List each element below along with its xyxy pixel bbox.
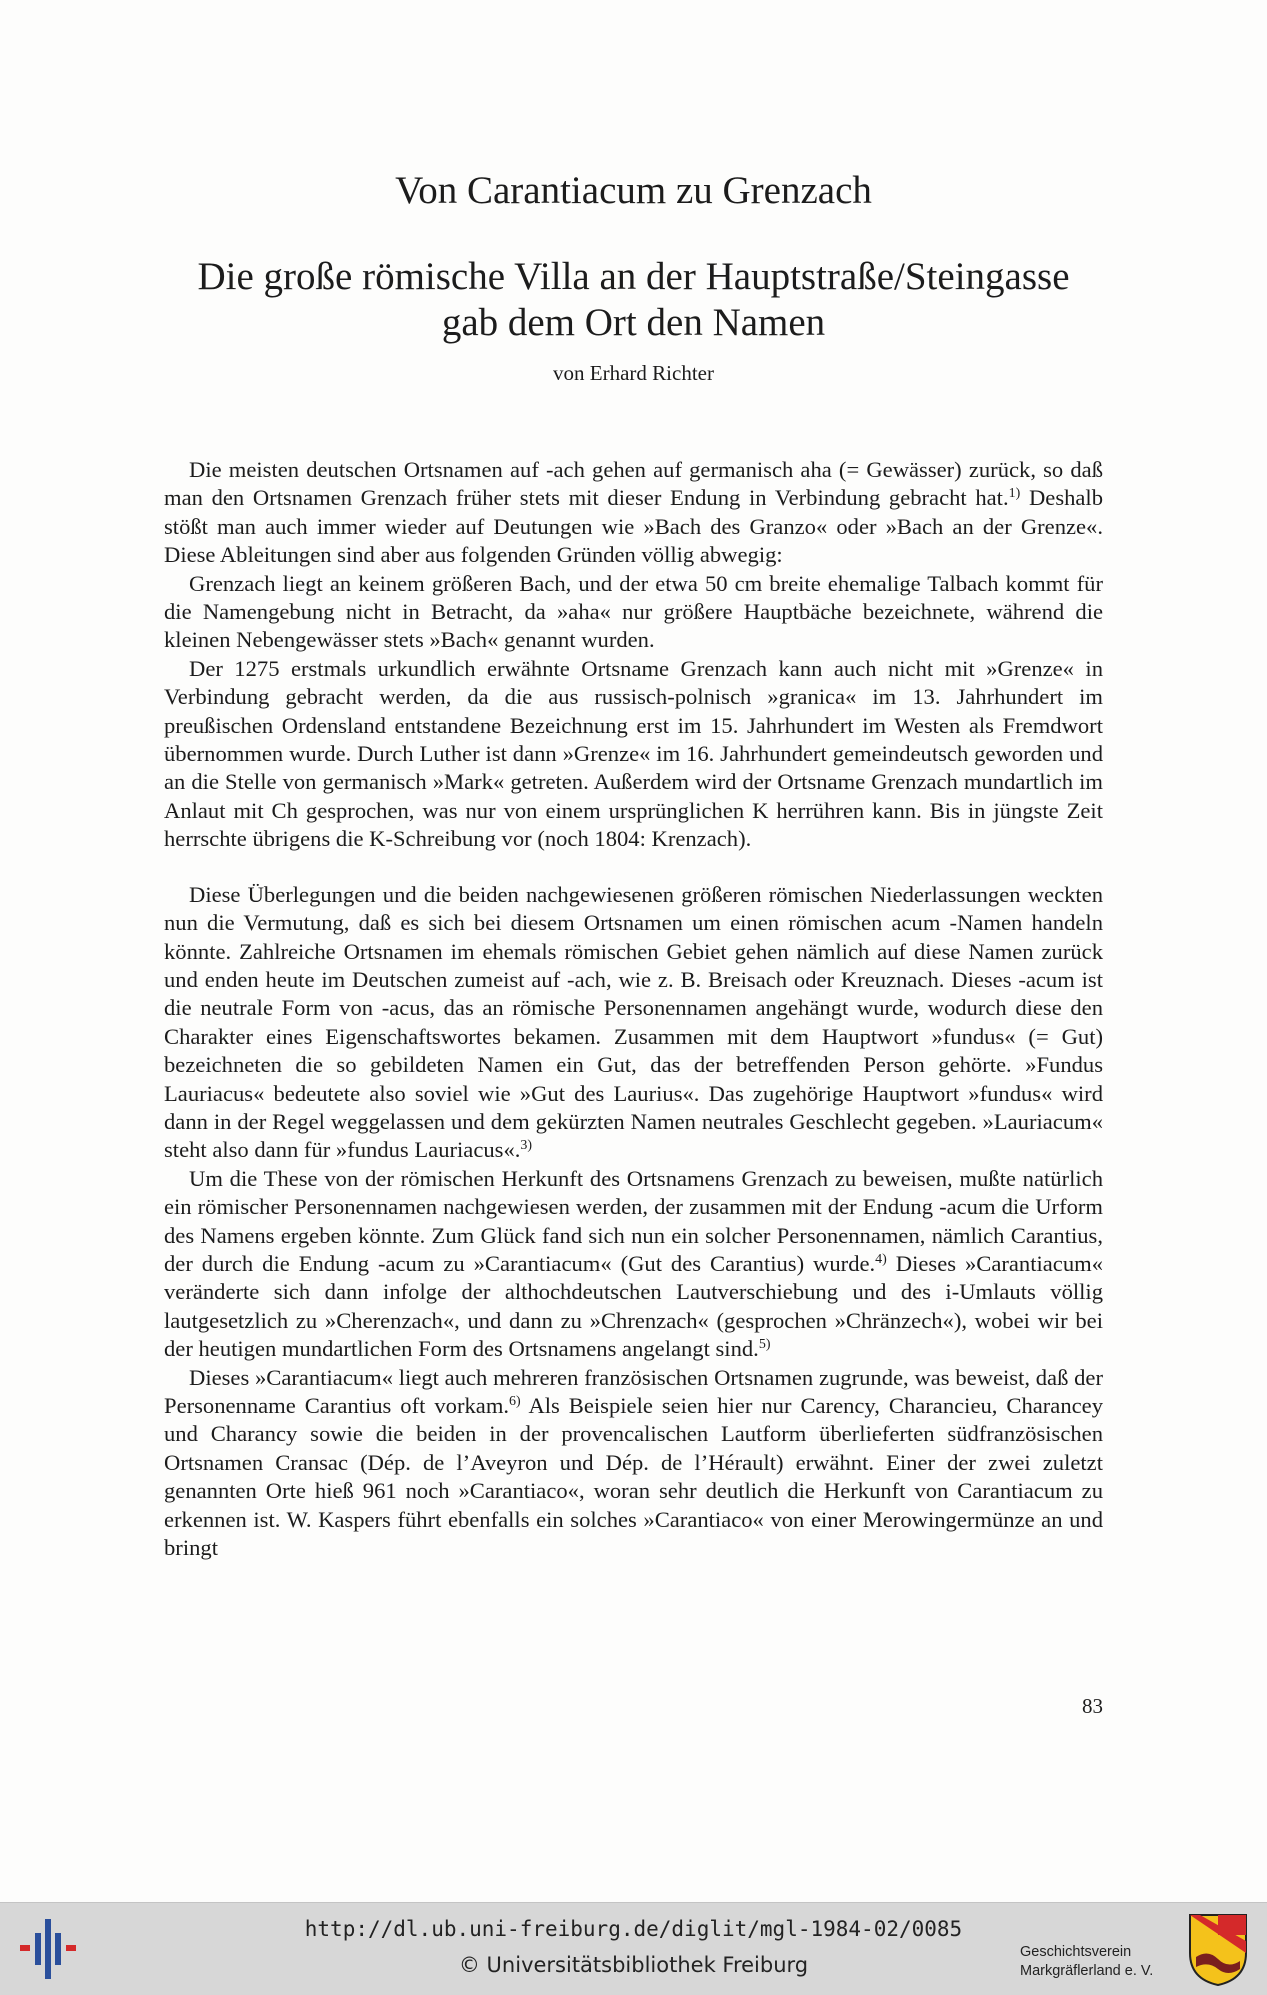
paragraph: Diese Überlegungen und die beiden nachgewiesenen größeren römischen Niederlassungen weckten nun die Vermutung, daß es sich bei diesem Ortsnamen um einen römischen acum -Namen handeln könnte. Zahlreiche Ortsnamen im ehemals römischen Gebiet gehen nämlich auf diese Namen zurück und enden heute im Deutschen zumeist auf -ach, wie z. B. Breisach oder Kreuznach. Dieses -acum ist die neutrale Form von -acus, das an römische Personennamen angehängt wurde, wodurch diese den Charakter eines Eigenschaftswortes bekamen. Zusammen mit dem Hauptwort »fundus« (= Gut) bezeichneten die so gebildeten Namen ein Gut, das der betreffenden Person gehörte. »Fundus Lauriacus« bedeutete also soviel wie »Gut des Laurius«. Das zugehörige Hauptwort »fundus« wird dann in der Regel weggelassen und dem gekürzten Namen neutrales Geschlecht gegeben. »Lauriacum« steht also dann für »fundus Lauriacus«.$^{3)}$ bbox=[164, 881, 1103, 1163]
paragraph: Dieses »Carantiacum« liegt auch mehreren französischen Ortsnamen zugrunde, was beweist, daß der Personenname Carantius oft vorkam.$^{6)}$ Als Beispiele seien hier nur Carency, Charancieu, Charancey und Charancy sowie die beiden in der provencalischen Lautform überlieferten südfranzösischen Ortsnamen Cransac (Dép. de l’Aveyron und Dép. de l’Hérault) erwähnt. Einer der zwei zuletzt genannten Orte hieß 961 noch »Carantiaco«, woran sehr deutlich die Herkunft von Carantiacum zu erkennen ist. W. Kaspers führt ebenfalls ein solches »Carantiaco« von einer Merowingermünze an und bringt bbox=[164, 1364, 1103, 1561]
viewer-footer bbox=[0, 1902, 1267, 1995]
subtitle-line-2: gab dem Ort den Namen bbox=[441, 301, 826, 344]
paragraph: Grenzach liegt an keinem größeren Bach, und der etwa 50 cm breite ehemalige Talbach kommt für die Namengebung nicht in Betracht, da »aha« nur größere Hauptbäche bezeichnete, während die kleinen Nebengewässer stets »Bach« genannt wurden. bbox=[164, 570, 1103, 653]
society-name bbox=[1020, 1943, 1180, 1981]
paragraph: Um die These von der römischen Herkunft des Ortsnamens Grenzach zu beweisen, mußte natürlich ein römischer Personennamen nachgewiesen werden, der zusammen mit der Endung -acum die Urform des Namens ergeben könnte. Zum Glück fand sich nun ein solcher Personennamen, nämlich Carantius, der durch die Endung -acum zu »Carantiacum« (Gut des Carantius) wurde.$^{4)}$ Dieses »Carantiacum« veränderte sich dann infolge der althochdeutschen Lautverschiebung und des i-Umlauts völlig lautgesetzlich zu »Cherenzach«, und dann zu »Chrenzach« (gesprochen »Chränzech«), wobei wir bei der heutigen mundartlichen Form des Ortsnamens angelangt sind.$^{5)}$ bbox=[164, 1165, 1103, 1362]
paragraph: Der 1275 erstmals urkundlich erwähnte Ortsname Grenzach kann auch nicht mit »Grenze« in Verbindung gebracht werden, da die aus russisch-polnisch »granica« im 13. Jahrhundert im preußischen Ordensland entstandene Bezeichnung erst im 15. Jahrhundert im Westen als Fremdwort übernommen wurde. Durch Luther ist dann »Grenze« im 16. Jahrhundert gemeindeutsch geworden und an die Stelle von germanisch »Mark« getreten. Außerdem wird der Ortsname Grenzach mundartlich im Anlaut mit Ch gesprochen, was nur von einem ursprünglichen K herrühren kann. Bis in jüngste Zeit herrschte übrigens die K-Schreibung vor (noch 1804: Krenzach). bbox=[164, 655, 1103, 852]
society-line-2: Markgräflerland e. V. bbox=[1020, 1963, 1154, 1979]
page-title: Von Carantiacum zu Grenzach bbox=[395, 169, 872, 212]
footnote-ref: 5) bbox=[758, 1337, 771, 1353]
page-subtitle bbox=[0, 254, 1267, 346]
author-line: von Erhard Richter bbox=[553, 361, 714, 385]
page-number: 83 bbox=[1082, 1694, 1103, 1718]
paragraph: Die meisten deutschen Ortsnamen auf -ach gehen auf germanisch aha (= Gewässer) zurück, so daß man den Ortsnamen Grenzach früher stets mit dieser Endung in Verbindung gebracht hat.$^{1)}$ Deshalb stößt man auch immer wieder auf Deutungen wie »Bach des Granzo« oder »Bach an der Grenze«. Diese Ableitungen sind aber aus folgenden Gründen völlig abwegig: bbox=[164, 457, 1104, 568]
society-crest-icon bbox=[1188, 1913, 1248, 1987]
subtitle-line-1: Die große römische Villa an der Hauptstraße/Steingasse bbox=[197, 255, 1070, 298]
footnote-ref: 6) bbox=[509, 1394, 521, 1409]
footnote-ref: 1) bbox=[1008, 486, 1021, 502]
footer-url[interactable]: http://dl.ub.uni-freiburg.de/diglit/mgl-1984-02/0085 bbox=[304, 1917, 963, 1941]
article-body bbox=[164, 456, 1103, 1562]
footnote-ref: 4) bbox=[875, 1251, 887, 1267]
footnote-ref: 3) bbox=[520, 1138, 533, 1154]
society-line-1: Geschichtsverein bbox=[1020, 1944, 1132, 1960]
footer-copyright: © Universitätsbibliothek Freiburg bbox=[458, 1953, 809, 1977]
